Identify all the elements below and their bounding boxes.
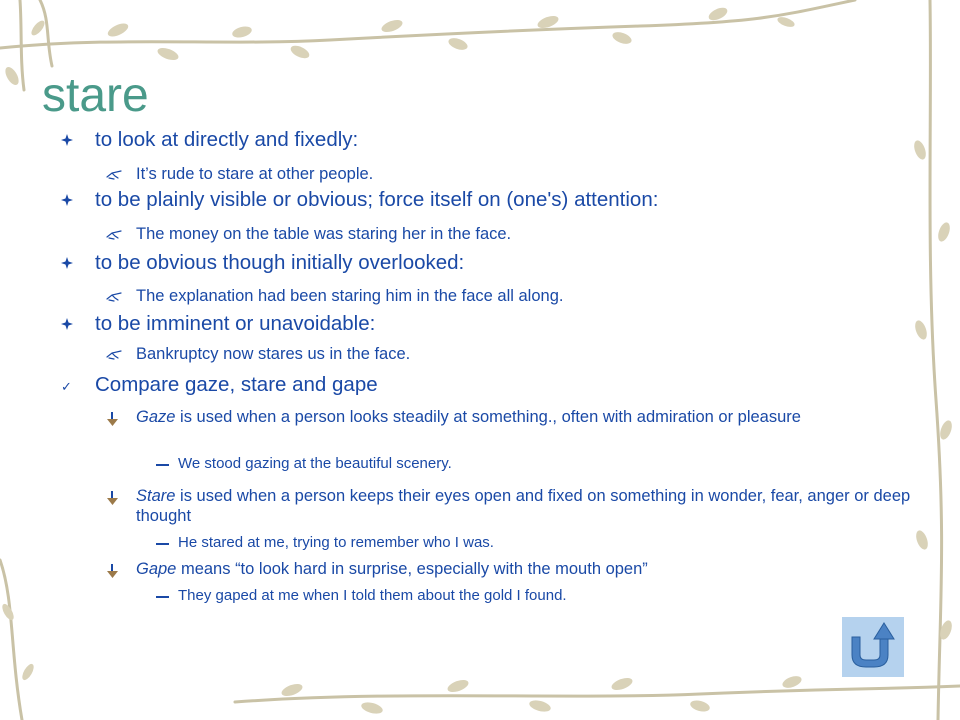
back-button[interactable] <box>842 617 904 677</box>
compare-term: Gaze <box>136 408 176 426</box>
compare-example <box>178 587 567 605</box>
compare-item-gape <box>136 559 916 579</box>
definition-text: to be obvious though initially overlooked: <box>95 251 465 274</box>
compare-heading-text: Compare gaze, stare and gape <box>95 373 378 396</box>
arrow-down-bullet-icon <box>106 564 119 579</box>
compare-example <box>178 534 494 552</box>
example-text: Bankruptcy now stares us in the face. <box>136 345 411 363</box>
example-item <box>136 224 511 244</box>
compare-term: Stare <box>136 487 176 505</box>
hand-pointer-icon <box>106 349 122 360</box>
definition-text: to be plainly visible or obvious; force itself on (one's) attention: <box>95 188 659 211</box>
compare-example-text: He stared at me, trying to remember who I was. <box>178 534 494 551</box>
compare-description: is used when a person looks steadily at something., often with admiration or pleasure <box>175 408 801 426</box>
definition-item <box>95 128 358 152</box>
definition-item <box>95 188 658 212</box>
definition-item <box>95 312 375 336</box>
diamond-bullet-icon <box>61 134 73 146</box>
arrow-down-bullet-icon <box>106 491 119 506</box>
compare-example-text: They gaped at me when I told them about the gold I found. <box>178 587 567 604</box>
compare-example-text: We stood gazing at the beautiful scenery. <box>178 455 452 472</box>
dash-bullet-icon <box>156 543 169 545</box>
hand-pointer-icon <box>106 291 122 302</box>
dash-bullet-icon <box>156 596 169 598</box>
compare-item-stare <box>136 486 916 526</box>
slide-title: stare <box>42 69 149 122</box>
compare-heading <box>61 373 378 397</box>
diamond-bullet-icon <box>61 257 73 269</box>
compare-term: Gape <box>136 560 177 578</box>
compare-description: is used when a person keeps their eyes open and fixed on something in wonder, fear, anger or deep thought <box>136 487 911 525</box>
diamond-bullet-icon <box>61 318 73 330</box>
check-mark-icon: ✓ <box>61 379 72 394</box>
dash-bullet-icon <box>156 464 169 466</box>
example-item <box>136 344 410 364</box>
definition-item <box>95 251 464 275</box>
example-text: The explanation had been staring him in the face all along. <box>136 287 564 305</box>
hand-pointer-icon <box>106 169 122 180</box>
definition-text: to look at directly and fixedly: <box>95 128 359 151</box>
u-turn-back-icon <box>842 617 904 677</box>
diamond-bullet-icon <box>61 194 73 206</box>
example-item <box>136 164 373 184</box>
hand-pointer-icon <box>106 229 122 240</box>
definition-text: to be imminent or unavoidable: <box>95 312 376 335</box>
example-text: The money on the table was staring her in the face. <box>136 225 512 243</box>
arrow-down-bullet-icon <box>106 412 119 427</box>
example-text: It’s rude to stare at other people. <box>136 165 374 183</box>
compare-description: means “to look hard in surprise, especially with the mouth open” <box>176 560 648 578</box>
compare-item-gaze <box>136 407 916 427</box>
compare-example <box>178 455 452 473</box>
example-item <box>136 286 563 306</box>
